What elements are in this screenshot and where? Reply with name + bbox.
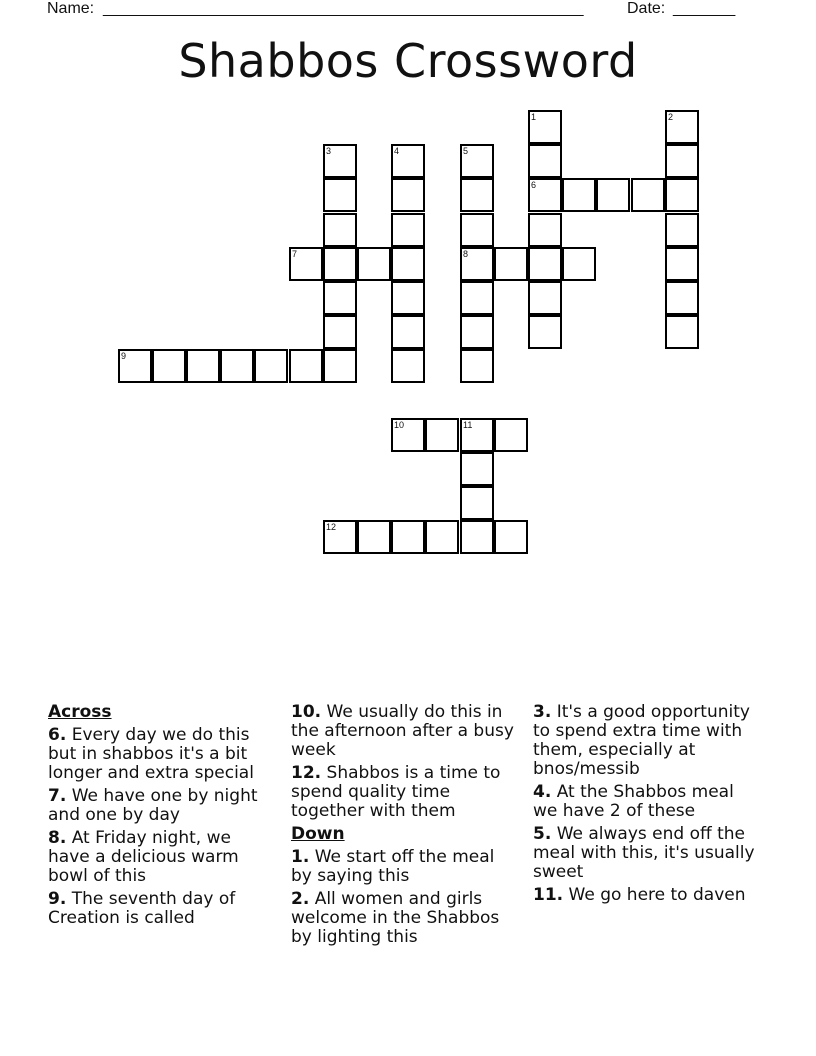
clue-number: 9. <box>48 889 67 909</box>
crossword-cell[interactable] <box>528 213 562 247</box>
clues-column-3 <box>533 703 761 909</box>
crossword-cell[interactable] <box>460 247 494 281</box>
crossword-cell[interactable] <box>460 144 494 178</box>
cell-number: 12 <box>326 522 337 532</box>
crossword-cell[interactable] <box>323 349 357 383</box>
crossword-cell[interactable] <box>186 349 220 383</box>
clue-text: We go here to daven <box>568 885 746 905</box>
clue-number: 2. <box>291 889 310 909</box>
crossword-cell[interactable] <box>391 315 425 349</box>
clue-down-3 <box>533 703 761 779</box>
crossword-cell[interactable] <box>494 418 528 452</box>
crossword-cell[interactable] <box>528 178 562 212</box>
crossword-cell[interactable] <box>665 110 699 144</box>
crossword-cell[interactable] <box>118 349 152 383</box>
clue-text: We start off the meal by saying this <box>291 847 495 886</box>
clue-number: 6. <box>48 725 67 745</box>
clue-number: 11. <box>533 885 564 905</box>
cell-number: 6 <box>531 180 537 190</box>
crossword-cell[interactable] <box>357 520 391 554</box>
crossword-cell[interactable] <box>665 281 699 315</box>
clue-text: The seventh day of Creation is called <box>48 889 236 928</box>
crossword-cell[interactable] <box>528 315 562 349</box>
crossword-cell[interactable] <box>596 178 630 212</box>
clue-number: 7. <box>48 786 67 806</box>
clue-down-1 <box>291 848 519 886</box>
crossword-cell[interactable] <box>323 520 357 554</box>
clue-down-11 <box>533 886 761 905</box>
crossword-cell[interactable] <box>528 144 562 178</box>
crossword-cell[interactable] <box>665 247 699 281</box>
cell-number: 8 <box>463 249 469 259</box>
crossword-cell[interactable] <box>391 247 425 281</box>
crossword-cell[interactable] <box>391 144 425 178</box>
clue-across-8 <box>48 829 276 886</box>
crossword-cell[interactable] <box>460 281 494 315</box>
crossword-cell[interactable] <box>391 213 425 247</box>
crossword-cell[interactable] <box>323 247 357 281</box>
crossword-cell[interactable] <box>460 486 494 520</box>
clue-text: We have one by night and one by day <box>48 786 258 825</box>
crossword-cell[interactable] <box>528 110 562 144</box>
clues-column-2 <box>291 703 519 951</box>
clue-number: 8. <box>48 828 67 848</box>
clue-number: 12. <box>291 763 322 783</box>
crossword-cell[interactable] <box>562 247 596 281</box>
clue-across-12 <box>291 764 519 821</box>
crossword-cell[interactable] <box>665 213 699 247</box>
crossword-cell[interactable] <box>460 349 494 383</box>
clue-text: All women and girls welcome in the Shabbos by lighting this <box>291 889 500 947</box>
clue-number: 10. <box>291 702 322 722</box>
cell-number: 7 <box>292 249 298 259</box>
clue-across-9 <box>48 890 276 928</box>
clue-down-4 <box>533 783 761 821</box>
crossword-cell[interactable] <box>425 418 459 452</box>
crossword-cell[interactable] <box>460 213 494 247</box>
name-field[interactable]: ______________________________________________________ <box>103 0 584 17</box>
name-label: Name: <box>47 0 95 17</box>
clue-text: It's a good opportunity to spend extra time with them, especially at bnos/messib <box>533 702 750 779</box>
crossword-cell[interactable] <box>460 520 494 554</box>
crossword-cell[interactable] <box>357 247 391 281</box>
crossword-cell[interactable] <box>665 178 699 212</box>
cell-number: 9 <box>121 351 127 361</box>
crossword-cell[interactable] <box>460 418 494 452</box>
crossword-cell[interactable] <box>391 178 425 212</box>
cell-number: 1 <box>531 112 537 122</box>
crossword-cell[interactable] <box>289 247 323 281</box>
crossword-cell[interactable] <box>631 178 665 212</box>
crossword-cell[interactable] <box>425 520 459 554</box>
crossword-cell[interactable] <box>323 315 357 349</box>
crossword-cell[interactable] <box>152 349 186 383</box>
cell-number: 2 <box>668 112 674 122</box>
clue-number: 4. <box>533 782 552 802</box>
crossword-cell[interactable] <box>494 520 528 554</box>
crossword-cell[interactable] <box>665 315 699 349</box>
date-field[interactable]: _______ <box>673 0 736 17</box>
crossword-cell[interactable] <box>323 178 357 212</box>
crossword-cell[interactable] <box>254 349 288 383</box>
cell-number: 3 <box>326 146 332 156</box>
crossword-cell[interactable] <box>323 144 357 178</box>
clue-number: 5. <box>533 824 552 844</box>
across-heading: Across <box>48 702 112 722</box>
down-heading: Down <box>291 824 345 844</box>
crossword-cell[interactable] <box>665 144 699 178</box>
clue-across-6 <box>48 726 276 783</box>
clue-across-7 <box>48 787 276 825</box>
crossword-cell[interactable] <box>323 213 357 247</box>
crossword-cell[interactable] <box>562 178 596 212</box>
crossword-cell[interactable] <box>494 247 528 281</box>
crossword-cell[interactable] <box>391 281 425 315</box>
cell-number: 4 <box>394 146 400 156</box>
crossword-cell[interactable] <box>460 452 494 486</box>
clue-across-10 <box>291 703 519 760</box>
crossword-cell[interactable] <box>323 281 357 315</box>
clue-text: At Friday night, we have a delicious warm bowl of this <box>48 828 239 886</box>
crossword-cell[interactable] <box>289 349 323 383</box>
clue-text: At the Shabbos meal we have 2 of these <box>533 782 734 821</box>
crossword-cell[interactable] <box>528 281 562 315</box>
clue-text: We always end off the meal with this, it's usually sweet <box>533 824 755 882</box>
crossword-cell[interactable] <box>460 315 494 349</box>
crossword-cell[interactable] <box>528 247 562 281</box>
clue-down-5 <box>533 825 761 882</box>
clue-text: Shabbos is a time to spend quality time together with them <box>291 763 501 821</box>
clue-text: We usually do this in the afternoon after a busy week <box>291 702 514 760</box>
clue-number: 1. <box>291 847 310 867</box>
clue-down-2 <box>291 890 519 947</box>
date-label: Date: <box>627 0 666 17</box>
page-title: Shabbos Crossword <box>178 34 638 88</box>
crossword-cell[interactable] <box>220 349 254 383</box>
crossword-cell[interactable] <box>391 418 425 452</box>
crossword-cell[interactable] <box>391 520 425 554</box>
clue-text: Every day we do this but in shabbos it's a bit longer and extra special <box>48 725 254 783</box>
crossword-cell[interactable] <box>391 349 425 383</box>
cell-number: 5 <box>463 146 469 156</box>
crossword-cell[interactable] <box>460 178 494 212</box>
clues-column-1 <box>48 703 276 932</box>
cell-number: 10 <box>394 420 405 430</box>
cell-number: 11 <box>463 420 473 430</box>
clue-number: 3. <box>533 702 552 722</box>
